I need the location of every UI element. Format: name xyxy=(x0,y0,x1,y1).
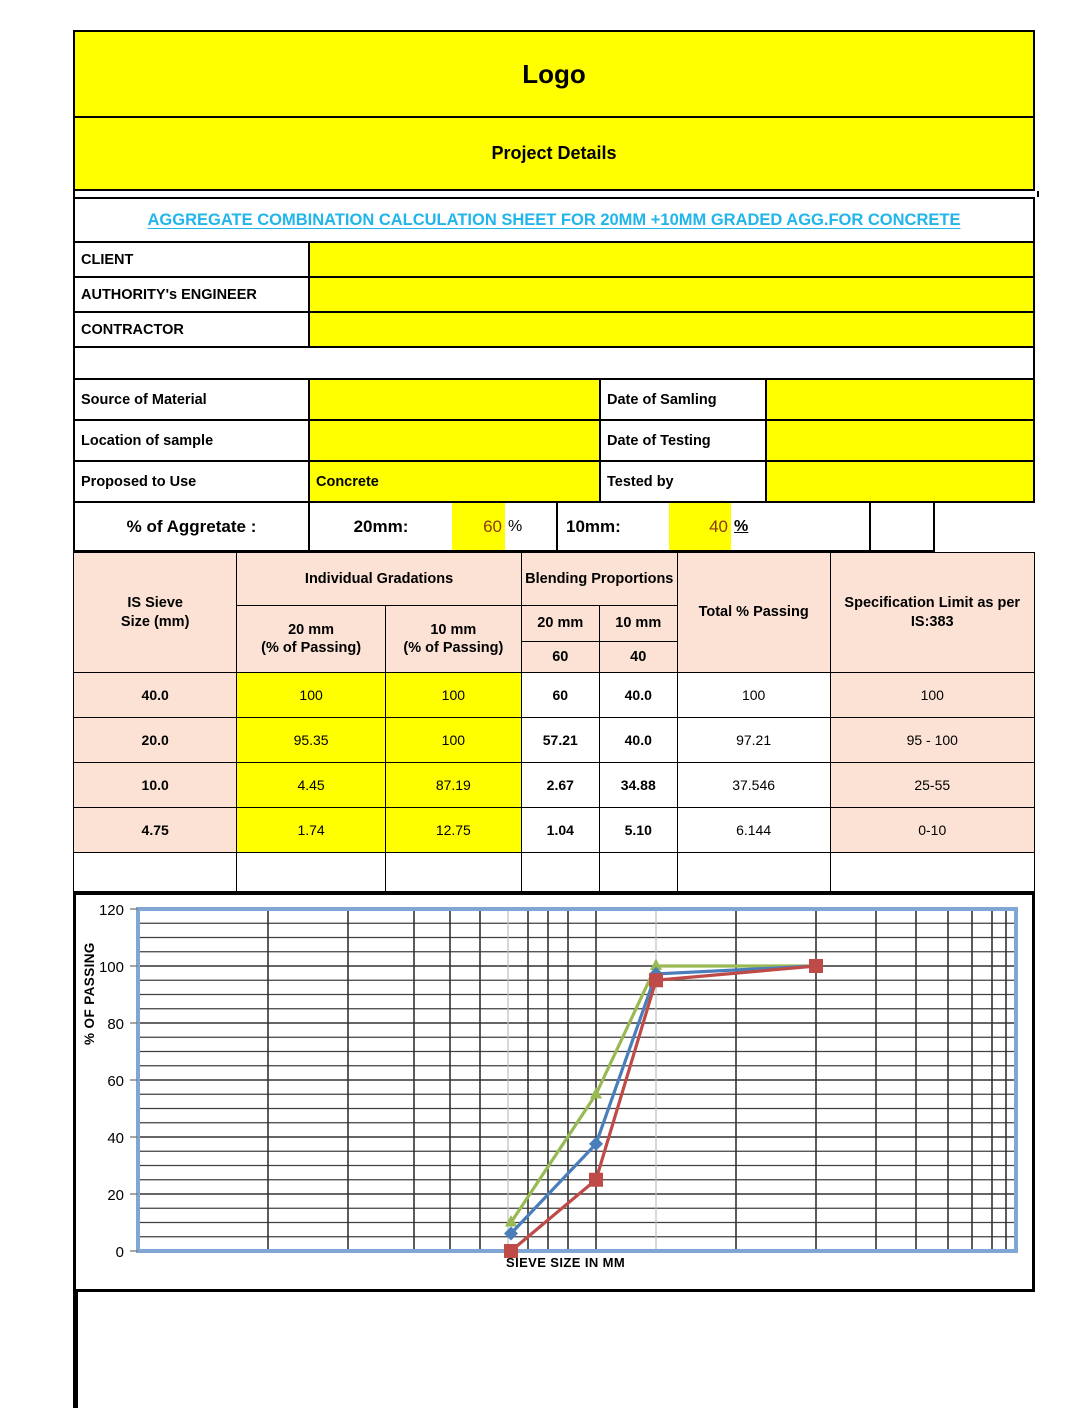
client-row xyxy=(73,243,1035,278)
cell-total-passing: 6.144 xyxy=(677,808,830,853)
agg20-unit: % xyxy=(505,503,558,552)
cell-ind-10mm[interactable]: 87.19 xyxy=(385,763,521,808)
chart-series-total-passing xyxy=(504,959,823,1241)
header-spec-limit-line1: Specification Limit as per xyxy=(844,595,1021,612)
contractor-value[interactable] xyxy=(310,313,1035,348)
cell-ind-20mm[interactable]: 100 xyxy=(237,673,386,718)
contractor-row xyxy=(73,313,1035,348)
cell-empty xyxy=(677,853,830,892)
gradation-table-body xyxy=(74,673,1035,892)
table-row xyxy=(74,718,1035,763)
aggregate-percent-title: % of Aggretate : xyxy=(73,503,310,552)
authority-engineer-label: AUTHORITY's ENGINEER xyxy=(73,278,310,313)
table-row xyxy=(74,673,1035,718)
logo-row xyxy=(73,30,1035,118)
date-of-testing-label: Date of Testing xyxy=(601,421,767,462)
location-of-sample-label: Location of sample xyxy=(73,421,310,462)
location-of-sample-value[interactable] xyxy=(310,421,601,462)
proposed-to-use-row xyxy=(73,462,1035,503)
y-tick-60: 60 xyxy=(107,1073,124,1090)
header-is-sieve-line1: IS Sieve xyxy=(127,595,183,612)
gradation-table xyxy=(73,552,1035,892)
cell-total-passing: 100 xyxy=(677,673,830,718)
cell-blend-10mm: 40.0 xyxy=(599,718,677,763)
y-tick-20: 20 xyxy=(107,1187,124,1204)
spacer-row-2 xyxy=(73,348,1035,380)
logo-cell[interactable]: Logo xyxy=(73,30,1035,118)
cell-spec-limit: 25-55 xyxy=(830,763,1034,808)
chart-x-axis-label: SIEVE SIZE IN MM xyxy=(506,1255,626,1270)
header-ind-10mm-line1: 10 mm xyxy=(430,621,477,638)
header-ind-10mm xyxy=(385,606,521,673)
cell-ind-20mm[interactable]: 1.74 xyxy=(237,808,386,853)
cell-sieve-size: 10.0 xyxy=(74,763,237,808)
agg10-label: 10mm: xyxy=(558,503,669,552)
header-blend-10mm-value[interactable]: 40 xyxy=(599,642,677,673)
date-of-testing-value[interactable] xyxy=(767,421,1035,462)
agg20-value[interactable]: 60 xyxy=(452,503,505,552)
contractor-label: CONTRACTOR xyxy=(73,313,310,348)
date-of-sampling-value[interactable] xyxy=(767,380,1035,421)
cell-ind-10mm[interactable]: 100 xyxy=(385,718,521,763)
authority-engineer-row xyxy=(73,278,1035,313)
date-of-sampling-label: Date of Samling xyxy=(601,380,767,421)
sheet-title-row xyxy=(73,197,1035,243)
table-empty-row xyxy=(74,853,1035,892)
header-blend-20mm-value[interactable]: 60 xyxy=(521,642,599,673)
location-of-sample-row xyxy=(73,421,1035,462)
header-ind-20mm-line2: (% of Passing) xyxy=(261,640,362,656)
cell-blend-10mm: 40.0 xyxy=(599,673,677,718)
chart-y-axis-label: % OF PASSING xyxy=(82,942,97,1045)
cell-sieve-size: 40.0 xyxy=(74,673,237,718)
cell-spec-limit: 0-10 xyxy=(830,808,1034,853)
cell-ind-10mm[interactable]: 12.75 xyxy=(385,808,521,853)
cell-ind-20mm[interactable]: 4.45 xyxy=(237,763,386,808)
chart-canvas xyxy=(76,895,1032,1289)
agg20-label: 20mm: xyxy=(310,503,452,552)
aggregate-percent-trailing-cell xyxy=(871,503,935,552)
cell-blend-10mm: 34.88 xyxy=(599,763,677,808)
cell-blend-20mm: 57.21 xyxy=(521,718,599,763)
aggregate-percent-row xyxy=(73,503,1035,552)
cell-blend-20mm: 2.67 xyxy=(521,763,599,808)
source-of-material-label: Source of Material xyxy=(73,380,310,421)
table-row xyxy=(74,763,1035,808)
cell-sieve-size: 4.75 xyxy=(74,808,237,853)
table-row xyxy=(74,808,1035,853)
authority-engineer-value[interactable] xyxy=(310,278,1035,313)
client-label: CLIENT xyxy=(73,243,310,278)
agg10-unit-text: % xyxy=(734,517,749,535)
cell-blend-10mm: 5.10 xyxy=(599,808,677,853)
chart-y-tick-labels xyxy=(99,902,124,1261)
header-ind-10mm-line2: (% of Passing) xyxy=(403,640,504,656)
proposed-to-use-value[interactable]: Concrete xyxy=(310,462,601,503)
cell-ind-10mm[interactable]: 100 xyxy=(385,673,521,718)
cell-empty xyxy=(599,853,677,892)
y-tick-40: 40 xyxy=(107,1130,124,1147)
agg10-unit xyxy=(731,503,871,552)
tested-by-label: Tested by xyxy=(601,462,767,503)
header-total-passing: Total % Passing xyxy=(677,553,830,673)
header-spec-limit-line2: IS:383 xyxy=(910,613,954,630)
y-tick-100: 100 xyxy=(98,959,124,976)
cell-total-passing: 97.21 xyxy=(677,718,830,763)
spacer-cell xyxy=(73,348,1035,380)
project-details-row xyxy=(73,118,1035,191)
cell-sieve-size: 20.0 xyxy=(74,718,237,763)
cell-blend-20mm: 60 xyxy=(521,673,599,718)
y-tick-120: 120 xyxy=(98,902,124,919)
source-of-material-row xyxy=(73,380,1035,421)
proposed-to-use-label: Proposed to Use xyxy=(73,462,310,503)
tested-by-value[interactable] xyxy=(767,462,1035,503)
cell-empty xyxy=(830,853,1034,892)
cell-empty[interactable] xyxy=(237,853,386,892)
gradation-chart[interactable] xyxy=(73,892,1035,1292)
worksheet-body xyxy=(73,30,1035,1292)
chart-major-horizontal-gridlines xyxy=(138,909,1016,1251)
header-individual-gradations: Individual Gradations xyxy=(237,553,521,606)
header-is-sieve-line2: Size (mm) xyxy=(120,613,190,630)
cell-empty xyxy=(74,853,237,892)
client-value[interactable] xyxy=(310,243,1035,278)
cell-empty xyxy=(521,853,599,892)
header-blend-20mm: 20 mm xyxy=(521,606,599,642)
sheet-title: AGGREGATE COMBINATION CALCULATION SHEET FOR 20MM +10MM GRADED AGG.FOR CONCRETE xyxy=(73,197,1035,243)
header-ind-20mm-line1: 20 mm xyxy=(288,621,335,638)
cell-total-passing: 37.546 xyxy=(677,763,830,808)
source-of-material-value[interactable] xyxy=(310,380,601,421)
cell-empty[interactable] xyxy=(385,853,521,892)
header-blend-10mm: 10 mm xyxy=(599,606,677,642)
cell-spec-limit: 95 - 100 xyxy=(830,718,1034,763)
header-spec-limit xyxy=(830,553,1034,673)
header-blending-proportions: Blending Proportions xyxy=(521,553,677,606)
header-ind-20mm xyxy=(237,606,386,673)
agg10-value[interactable]: 40 xyxy=(669,503,731,552)
y-tick-0: 0 xyxy=(115,1244,124,1261)
table-header-row-1 xyxy=(74,553,1035,606)
cell-ind-20mm[interactable]: 95.35 xyxy=(237,718,386,763)
y-tick-80: 80 xyxy=(107,1016,124,1033)
cell-blend-20mm: 1.04 xyxy=(521,808,599,853)
chart-series-upper-spec-limit xyxy=(505,959,822,1227)
project-details-cell[interactable]: Project Details xyxy=(73,118,1035,191)
cell-spec-limit: 100 xyxy=(830,673,1034,718)
header-is-sieve-size xyxy=(74,553,237,673)
